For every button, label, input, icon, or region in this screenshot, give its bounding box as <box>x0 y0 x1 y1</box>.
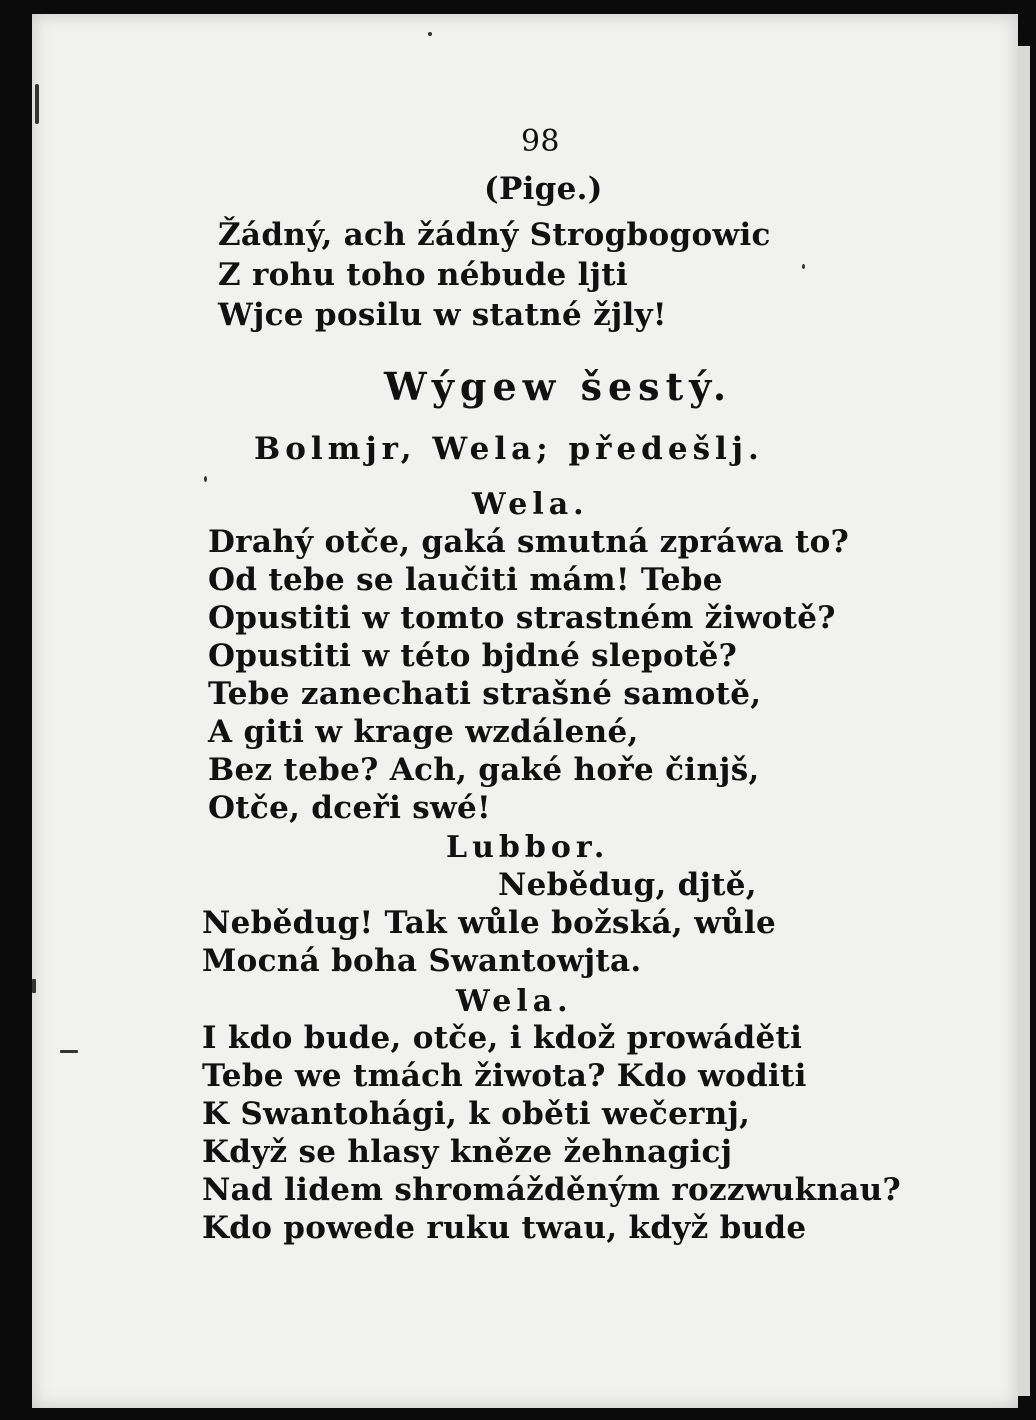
verse-line: Otče, dceři swé! <box>208 790 491 826</box>
verse-line: Od tebe se laučiti mám! Tebe <box>208 562 723 598</box>
page-number: 98 <box>521 124 560 159</box>
scan-speck <box>802 264 805 269</box>
verse-line: Opustiti w tomto strastném žiwotě? <box>208 600 836 636</box>
scan-speck <box>35 84 39 124</box>
verse-line: Žádný, ach žádný Strogbogowic <box>218 217 771 253</box>
verse-line: Nebědug! Tak wůle božská, wůle <box>202 905 777 941</box>
book-page <box>32 14 1018 1408</box>
verse-line: Opustiti w této bjdné slepotě? <box>208 638 738 674</box>
speaker-name: Lubbor. <box>446 830 610 865</box>
scan-speck <box>428 32 432 36</box>
scan-speck <box>60 1050 78 1053</box>
verse-line: Když se hlasy kněze žehnagicj <box>202 1134 733 1170</box>
verse-line: Z rohu toho nébude ljti <box>218 257 628 293</box>
scan-speck <box>32 979 36 993</box>
stage-direction: Bolmjr, Wela; předešlj. <box>254 431 764 467</box>
verse-line: Mocná boha Swantowjta. <box>202 943 642 979</box>
verse-line: Wjce posilu w statné žjly! <box>218 297 667 333</box>
verse-line: Nebědug, djtě, <box>498 867 757 903</box>
scan-speck <box>204 476 207 482</box>
verse-line: Drahý otče, gaká smutná zpráwa to? <box>208 524 850 560</box>
verse-line: Kdo powede ruku twau, když bude <box>202 1210 807 1246</box>
next-page-edge <box>1016 46 1030 1396</box>
scene-heading: Wýgew šestý. <box>384 364 733 409</box>
page-text <box>32 14 1018 1408</box>
verse-line: Tebe zanechati strašné samotě, <box>208 676 762 712</box>
speaker-name: Wela. <box>456 984 573 1019</box>
speaker-previous: (Pige.) <box>484 171 603 207</box>
verse-line: I kdo bude, otče, i kdož prowáděti <box>202 1020 803 1056</box>
verse-line: K Swantohági, k oběti wečernj, <box>202 1096 751 1132</box>
speaker-name: Wela. <box>472 487 589 522</box>
verse-line: Bez tebe? Ach, gaké hoře činjš, <box>208 752 760 788</box>
verse-line: Nad lidem shromážděným rozzwuknau? <box>202 1172 901 1208</box>
verse-line: A giti w krage wzdálené, <box>208 714 639 750</box>
verse-line: Tebe we tmách žiwota? Kdo woditi <box>202 1058 807 1094</box>
